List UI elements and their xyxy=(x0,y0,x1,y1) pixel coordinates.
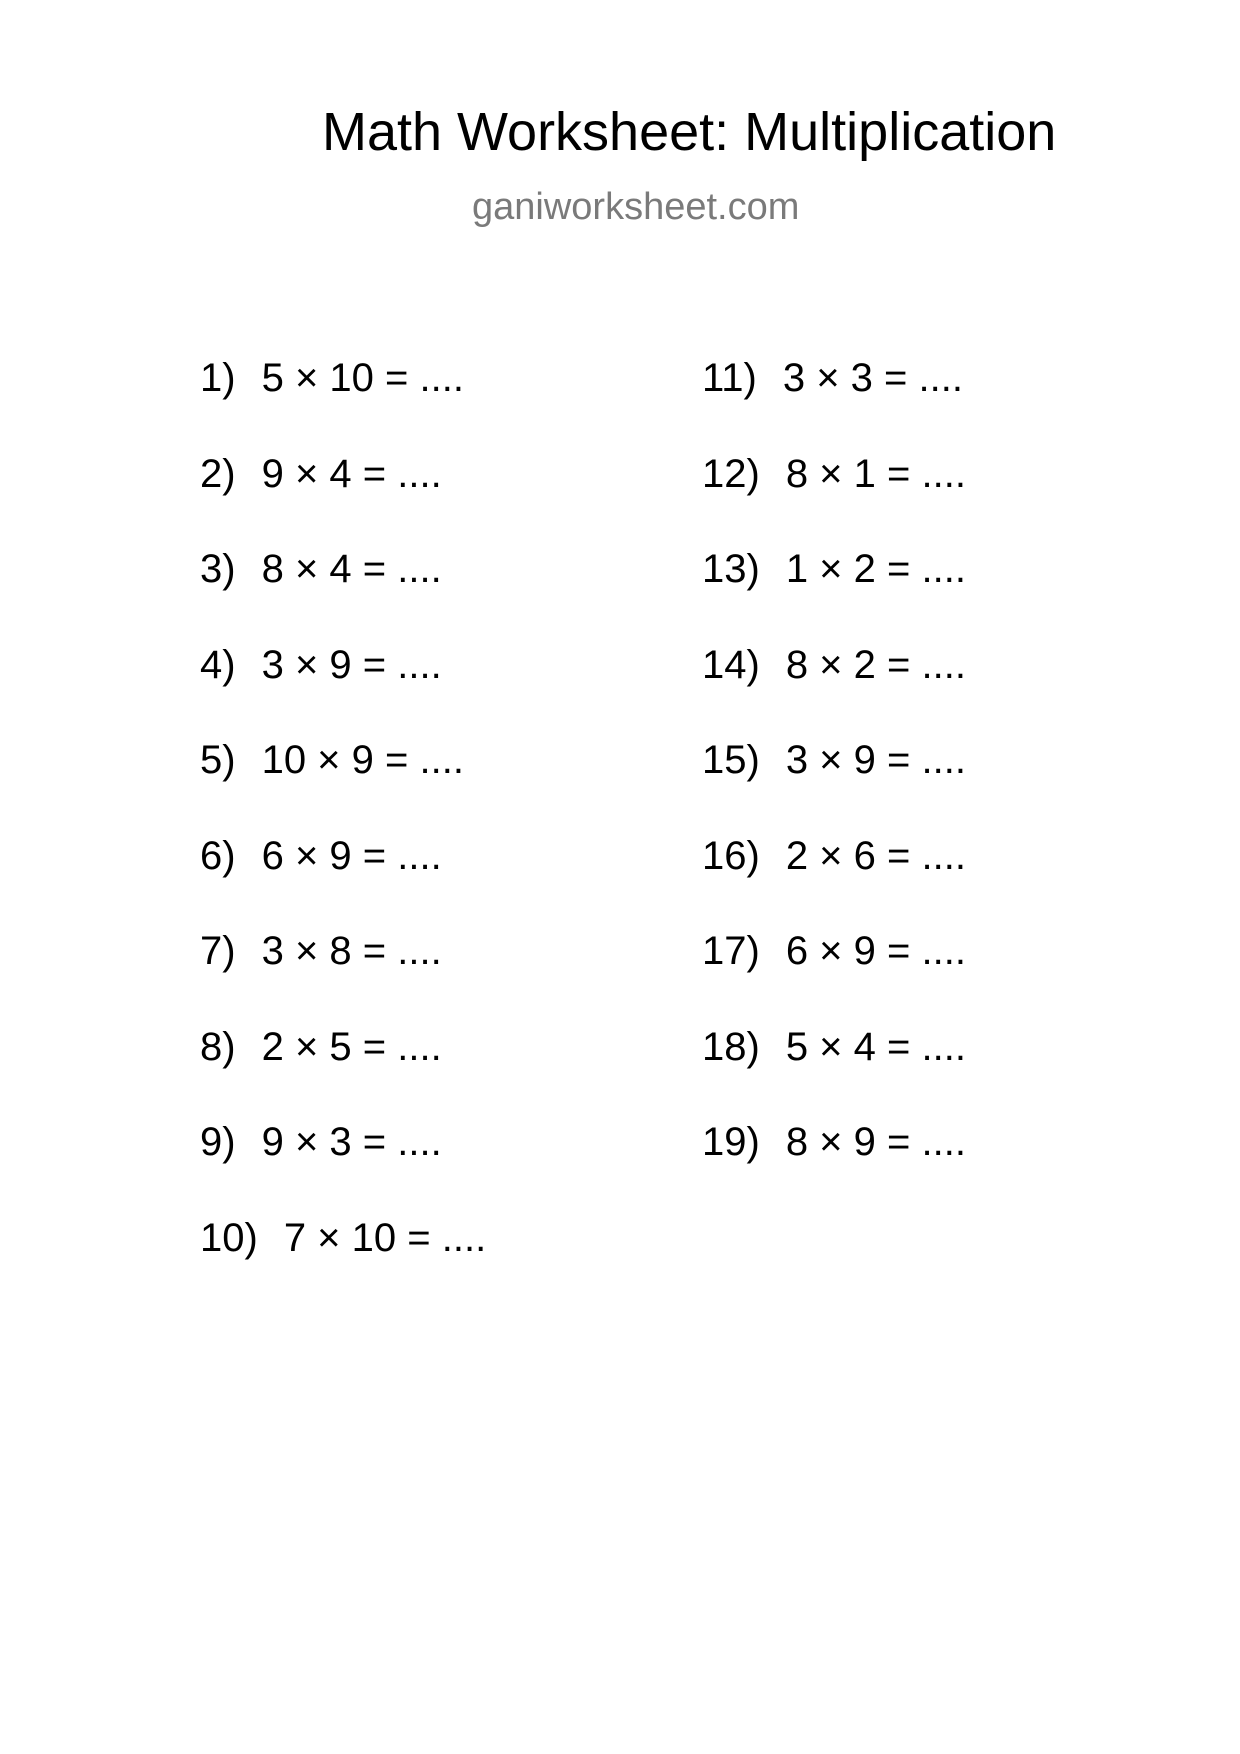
problem-10 xyxy=(200,1210,486,1306)
problem-number: 9) xyxy=(200,1120,236,1164)
problem-list-left xyxy=(200,350,486,1305)
problem-12 xyxy=(702,446,966,542)
problem-expression: 8 × 4 = .... xyxy=(261,547,442,591)
problem-16 xyxy=(702,828,966,924)
problem-4 xyxy=(200,637,486,733)
problem-expression: 3 × 9 = .... xyxy=(785,738,966,782)
problem-expression: 6 × 9 = .... xyxy=(261,833,442,878)
problem-number: 19) xyxy=(702,1120,760,1164)
problem-number: 15) xyxy=(702,738,760,782)
problem-expression: 10 × 9 = .... xyxy=(261,738,464,782)
problem-number: 10) xyxy=(200,1215,258,1260)
problem-expression: 9 × 3 = .... xyxy=(261,1120,442,1164)
problem-15 xyxy=(702,732,966,828)
problem-expression: 1 × 2 = .... xyxy=(785,547,966,591)
problem-8 xyxy=(200,1019,486,1115)
problem-number: 1) xyxy=(200,356,236,400)
problem-number: 16) xyxy=(702,833,760,878)
problem-number: 17) xyxy=(702,929,760,973)
problem-19 xyxy=(702,1114,966,1210)
problem-5 xyxy=(200,732,486,828)
problem-expression: 8 × 1 = .... xyxy=(785,451,966,496)
problem-13 xyxy=(702,541,966,637)
problem-3 xyxy=(200,541,486,637)
problem-expression: 5 × 4 = .... xyxy=(785,1024,966,1069)
problem-number: 3) xyxy=(200,547,236,591)
problem-number: 4) xyxy=(200,642,236,687)
problem-expression: 7 × 10 = .... xyxy=(283,1215,487,1260)
problem-number: 11) xyxy=(702,356,757,400)
source-website: ganiworksheet.com xyxy=(472,186,800,228)
problem-expression: 3 × 9 = .... xyxy=(261,642,442,687)
problem-number: 6) xyxy=(200,833,236,878)
problem-expression: 3 × 8 = .... xyxy=(261,929,442,973)
problem-expression: 6 × 9 = .... xyxy=(785,929,966,973)
problem-11 xyxy=(702,350,966,446)
problem-expression: 8 × 2 = .... xyxy=(785,642,966,687)
problem-6 xyxy=(200,828,486,924)
problem-number: 14) xyxy=(702,642,760,687)
problem-9 xyxy=(200,1114,486,1210)
problem-list-right xyxy=(702,350,966,1210)
problem-7 xyxy=(200,923,486,1019)
problem-17 xyxy=(702,923,966,1019)
problem-expression: 9 × 4 = .... xyxy=(261,451,442,496)
problem-14 xyxy=(702,637,966,733)
problem-1 xyxy=(200,350,486,446)
page-title: Math Worksheet: Multiplication xyxy=(322,102,1057,162)
problem-expression: 5 × 10 = .... xyxy=(261,356,464,400)
problem-expression: 3 × 3 = .... xyxy=(782,356,963,400)
problem-number: 13) xyxy=(702,547,760,591)
problem-number: 18) xyxy=(702,1024,760,1069)
problem-18 xyxy=(702,1019,966,1115)
problem-2 xyxy=(200,446,486,542)
problem-number: 8) xyxy=(200,1024,236,1069)
problem-expression: 2 × 6 = .... xyxy=(785,833,966,878)
problem-number: 12) xyxy=(702,451,760,496)
problem-expression: 2 × 5 = .... xyxy=(261,1024,442,1069)
problem-number: 7) xyxy=(200,929,236,973)
problem-number: 2) xyxy=(200,451,236,496)
problem-expression: 8 × 9 = .... xyxy=(785,1120,966,1164)
problem-number: 5) xyxy=(200,738,236,782)
